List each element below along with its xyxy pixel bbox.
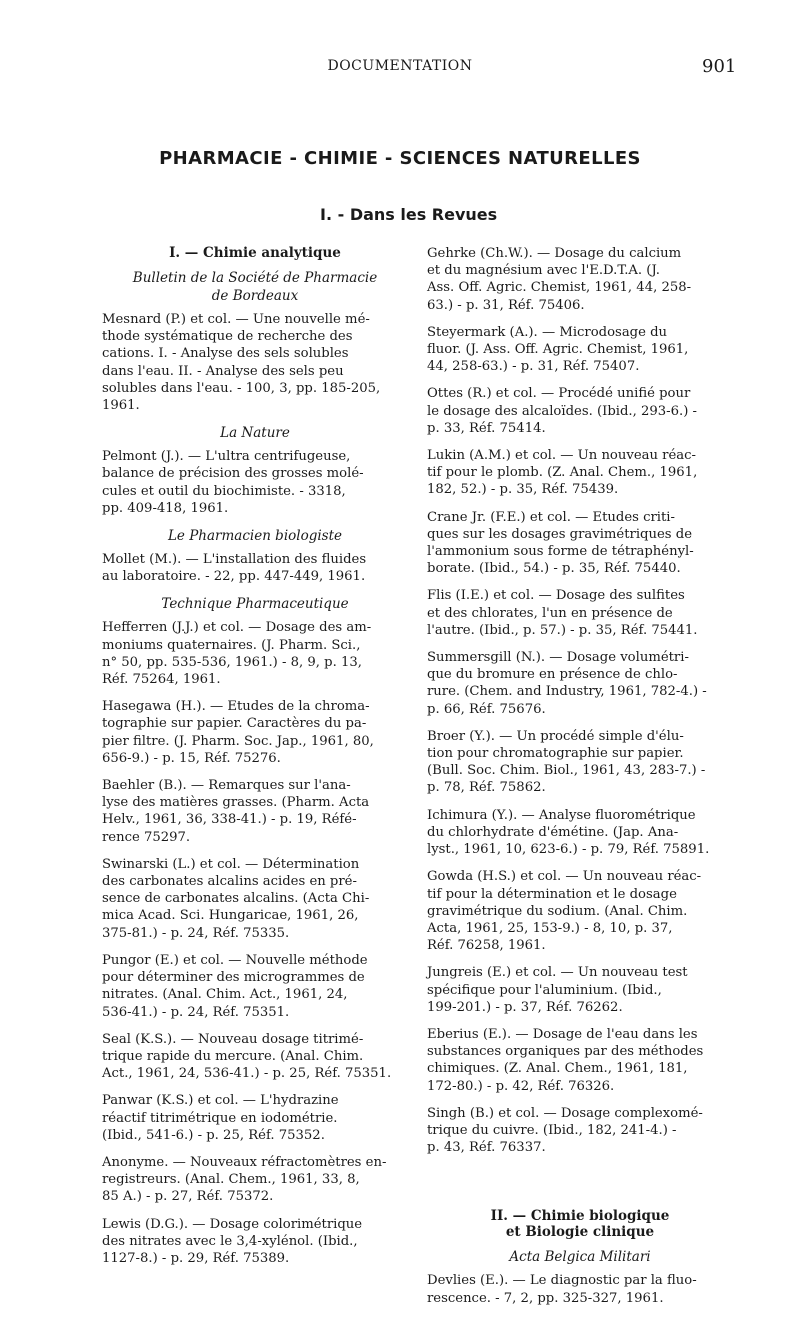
page-number: 901 <box>702 56 737 77</box>
entry-line: Gehrke (Ch.W.). — Dosage du calcium <box>427 246 682 261</box>
entry-line: Flis (I.E.) et col. — Dosage des sulfites <box>427 588 685 604</box>
bibliography-entry <box>102 1154 408 1206</box>
journal-title: Le Pharmacien biologiste <box>167 528 343 545</box>
entry-line: Acta, 1961, 25, 153-9.) - 8, 10, p. 37, <box>427 920 673 936</box>
bibliography-entry <box>427 728 733 797</box>
entry-line: (Bull. Soc. Chim. Biol., 1961, 43, 283-7.) - <box>427 763 706 779</box>
entry-line: tif pour le plomb. (Z. Anal. Chem., 1961, <box>427 465 698 481</box>
left-column <box>102 245 408 1277</box>
entry-line: 172-80.) - p. 42, Réf. 76326. <box>427 1078 615 1094</box>
entry-line: le dosage des alcaloïdes. (Ibid., 293-6.) - <box>427 403 698 419</box>
bibliography-entry <box>102 1031 408 1083</box>
entry-line: 536-41.) - p. 24, Réf. 75351. <box>102 1004 290 1020</box>
entry-line: Jungreis (E.) et col. — Un nouveau test <box>427 965 688 981</box>
category-heading: I. — Chimie analytique <box>169 245 341 261</box>
bibliography-entry <box>102 619 408 688</box>
entry-line: et du magnésium avec l'E.D.T.A. (J. <box>427 263 660 279</box>
entry-line: Ass. Off. Agric. Chemist, 1961, 44, 258- <box>427 280 692 296</box>
entry-line: spécifique pour l'aluminium. (Ibid., <box>427 982 662 998</box>
entry-line: p. 43, Réf. 76337. <box>427 1140 546 1156</box>
entry-line: Swinarski (L.) et col. — Détermination <box>102 856 360 872</box>
entry-line: p. 66, Réf. 75676. <box>427 701 546 717</box>
entry-line: 44, 258-63.) - p. 31, Réf. 75407. <box>427 359 640 375</box>
bibliography-entry <box>427 1105 733 1157</box>
entry-line: p. 33, Réf. 75414. <box>427 420 546 436</box>
entry-line: Seal (K.S.). — Nouveau dosage titrimé- <box>102 1031 364 1047</box>
entry-line: pier filtre. (J. Pharm. Soc. Jap., 1961, 80, <box>102 733 374 749</box>
entry-line: Lewis (D.G.). — Dosage colorimétrique <box>102 1216 363 1232</box>
journal-title: Technique Pharmaceutique <box>161 596 349 613</box>
entry-line: l'autre. (Ibid., p. 57.) - p. 35, Réf. 75441. <box>427 622 698 638</box>
entry-line: 1127-8.) - p. 29, Réf. 75389. <box>102 1250 290 1266</box>
entry-line: Hefferren (J.J.) et col. — Dosage des am- <box>102 620 372 636</box>
entry-line: mica Acad. Sci. Hungaricae, 1961, 26, <box>102 908 359 924</box>
entry-line: registreurs. (Anal. Chem., 1961, 33, 8, <box>102 1172 360 1188</box>
entry-line: 656-9.) - p. 15, Réf. 75276. <box>102 750 281 766</box>
bibliography-entry <box>427 868 733 954</box>
entry-line: ques sur les dosages gravimétriques de <box>427 526 693 542</box>
entry-line: substances organiques par des méthodes <box>427 1044 704 1060</box>
entry-line: que du bromure en présence de chlo- <box>427 667 678 683</box>
entry-line: 85 A.) - p. 27, Réf. 75372. <box>102 1189 274 1205</box>
entry-line: réactif titrimétrique en iodométrie. <box>102 1110 338 1126</box>
entry-line: solubles dans l'eau. - 100, 3, pp. 185-205, <box>102 380 381 396</box>
entry-line: Broer (Y.). — Un procédé simple d'élu- <box>427 728 684 744</box>
entry-line: tion pour chromatographie sur papier. <box>427 746 684 762</box>
journal-title: Acta Belgica Militari <box>509 1249 651 1266</box>
category-heading <box>427 1208 733 1240</box>
entry-line: thode systématique de recherche des <box>102 329 353 345</box>
entry-line: tif pour la détermination et le dosage <box>427 886 677 902</box>
entry-line: Mesnard (P.) et col. — Une nouvelle mé- <box>102 312 370 327</box>
bibliography-entry <box>427 245 733 314</box>
entry-line: nitrates. (Anal. Chim. Act., 1961, 24, <box>102 987 348 1003</box>
entry-line: dans l'eau. II. - Analyse des sels peu <box>102 363 344 379</box>
entry-line: moniums quaternaires. (J. Pharm. Sci., <box>102 637 361 653</box>
entry-line: du chlorhydrate d'émétine. (Jap. Ana- <box>427 824 679 840</box>
bibliography-entry <box>427 509 733 578</box>
entry-line: lyst., 1961, 10, 623-6.) - p. 79, Réf. 75891. <box>427 842 710 858</box>
entry-line: cations. I. - Analyse des sels solubles <box>102 346 349 362</box>
journal-title-line: Bulletin de la Société de Pharmacie <box>132 270 378 286</box>
bibliography-entry <box>102 448 408 517</box>
entry-line: des nitrates avec le 3,4-xylénol. (Ibid., <box>102 1233 358 1249</box>
entry-line: des carbonates alcalins acides en pré- <box>102 874 357 890</box>
entry-line: l'ammonium sous forme de tétraphényl- <box>427 544 694 560</box>
entry-line: au laboratoire. - 22, pp. 447-449, 1961. <box>102 569 366 585</box>
bibliography-entry <box>427 1026 733 1095</box>
journal-title <box>102 269 408 305</box>
entry-line: Pungor (E.) et col. — Nouvelle méthode <box>102 952 368 968</box>
section-title: PHARMACIE - CHIMIE - SCIENCES NATURELLES <box>159 148 641 169</box>
bibliography-entry <box>427 649 733 718</box>
running-title: DOCUMENTATION <box>327 58 473 74</box>
entry-line: Crane Jr. (F.E.) et col. — Etudes criti- <box>427 509 675 525</box>
entry-line: borate. (Ibid., 54.) - p. 35, Réf. 75440. <box>427 561 681 577</box>
entry-line: Gowda (H.S.) et col. — Un nouveau réac- <box>427 869 702 885</box>
entry-line: Mollet (M.). — L'installation des fluides <box>102 552 367 568</box>
entry-line: cules et outil du biochimiste. - 3318, <box>102 483 346 499</box>
entry-line: Eberius (E.). — Dosage de l'eau dans les <box>427 1026 698 1042</box>
bibliography-entry <box>102 311 408 414</box>
entry-line: rence 75297. <box>102 829 191 845</box>
entry-line: rure. (Chem. and Industry, 1961, 782-4.) - <box>427 684 707 700</box>
entry-line: Panwar (K.S.) et col. — L'hydrazine <box>102 1093 339 1109</box>
entry-line: 182, 52.) - p. 35, Réf. 75439. <box>427 482 619 498</box>
entry-line: tographie sur papier. Caractères du pa- <box>102 716 367 732</box>
entry-line: chimiques. (Z. Anal. Chem., 1961, 181, <box>427 1061 688 1077</box>
entry-line: pp. 409-418, 1961. <box>102 500 229 516</box>
bibliography-entry <box>102 856 408 942</box>
entry-line: Devlies (E.). — Le diagnostic par la fluo- <box>427 1273 697 1289</box>
subsection-title: I. - Dans les Revues <box>320 205 498 224</box>
entry-line: (Ibid., 541-6.) - p. 25, Réf. 75352. <box>102 1127 325 1143</box>
bibliography-entry <box>102 1092 408 1144</box>
bibliography-entry <box>102 1216 408 1268</box>
spacer <box>427 1166 733 1208</box>
entry-line: n° 50, pp. 535-536, 1961.) - 8, 9, p. 13, <box>102 654 362 670</box>
entry-line: Ichimura (Y.). — Analyse fluorométrique <box>427 807 696 823</box>
bibliography-entry <box>102 952 408 1021</box>
heading-line: II. — Chimie biologique <box>490 1208 670 1225</box>
right-column <box>427 245 733 1317</box>
bibliography-entry <box>427 447 733 499</box>
entry-line: Helv., 1961, 36, 338-41.) - p. 19, Réfé- <box>102 812 357 828</box>
bibliography-entry <box>427 385 733 437</box>
entry-line: Ottes (R.) et col. — Procédé unifié pour <box>427 386 691 402</box>
journal-title: La Nature <box>220 425 290 442</box>
bibliography-entry <box>102 551 408 585</box>
bibliography-entry <box>102 698 408 767</box>
entry-line: fluor. (J. Ass. Off. Agric. Chemist, 1961, <box>427 342 689 358</box>
bibliography-entry <box>427 587 733 639</box>
entry-line: trique rapide du mercure. (Anal. Chim. <box>102 1048 364 1064</box>
bibliography-entry <box>427 964 733 1016</box>
entry-line: Baehler (B.). — Remarques sur l'ana- <box>102 778 351 794</box>
entry-line: 375-81.) - p. 24, Réf. 75335. <box>102 925 290 941</box>
heading-line: et Biologie clinique <box>505 1224 655 1241</box>
entry-line: Anonyme. — Nouveaux réfractomètres en- <box>102 1154 387 1170</box>
entry-line: sence de carbonates alcalins. (Acta Chi- <box>102 891 370 907</box>
entry-line: balance de précision des grosses molé- <box>102 466 364 482</box>
entry-line: Réf. 75264, 1961. <box>102 672 221 688</box>
journal-title-line: de Bordeaux <box>211 288 299 304</box>
bibliography-entry <box>427 324 733 376</box>
entry-line: Pelmont (J.). — L'ultra centrifugeuse, <box>102 449 351 465</box>
bibliography-entry <box>427 807 733 859</box>
entry-line: Steyermark (A.). — Microdosage du <box>427 324 668 340</box>
entry-line: rescence. - 7, 2, pp. 325-327, 1961. <box>427 1290 664 1306</box>
entry-line: Réf. 76258, 1961. <box>427 938 546 954</box>
entry-line: et des chlorates, l'un en présence de <box>427 605 673 621</box>
entry-line: p. 78, Réf. 75862. <box>427 780 546 796</box>
entry-line: trique du cuivre. (Ibid., 182, 241-4.) - <box>427 1122 677 1138</box>
bibliography-entry <box>427 1272 733 1306</box>
entry-line: 199-201.) - p. 37, Réf. 76262. <box>427 999 623 1015</box>
entry-line: 1961. <box>102 398 140 414</box>
bibliography-entry <box>102 777 408 846</box>
entry-line: pour déterminer des microgrammes de <box>102 970 365 986</box>
entry-line: Lukin (A.M.) et col. — Un nouveau réac- <box>427 448 696 464</box>
entry-line: lyse des matières grasses. (Pharm. Acta <box>102 795 370 811</box>
entry-line: Summersgill (N.). — Dosage volumétri- <box>427 650 689 666</box>
entry-line: Hasegawa (H.). — Etudes de la chroma- <box>102 699 370 715</box>
entry-line: Act., 1961, 24, 536-41.) - p. 25, Réf. 75351. <box>102 1066 392 1082</box>
entry-line: 63.) - p. 31, Réf. 75406. <box>427 297 585 313</box>
entry-line: gravimétrique du sodium. (Anal. Chim. <box>427 903 688 919</box>
entry-line: Singh (B.) et col. — Dosage complexomé- <box>427 1105 703 1121</box>
